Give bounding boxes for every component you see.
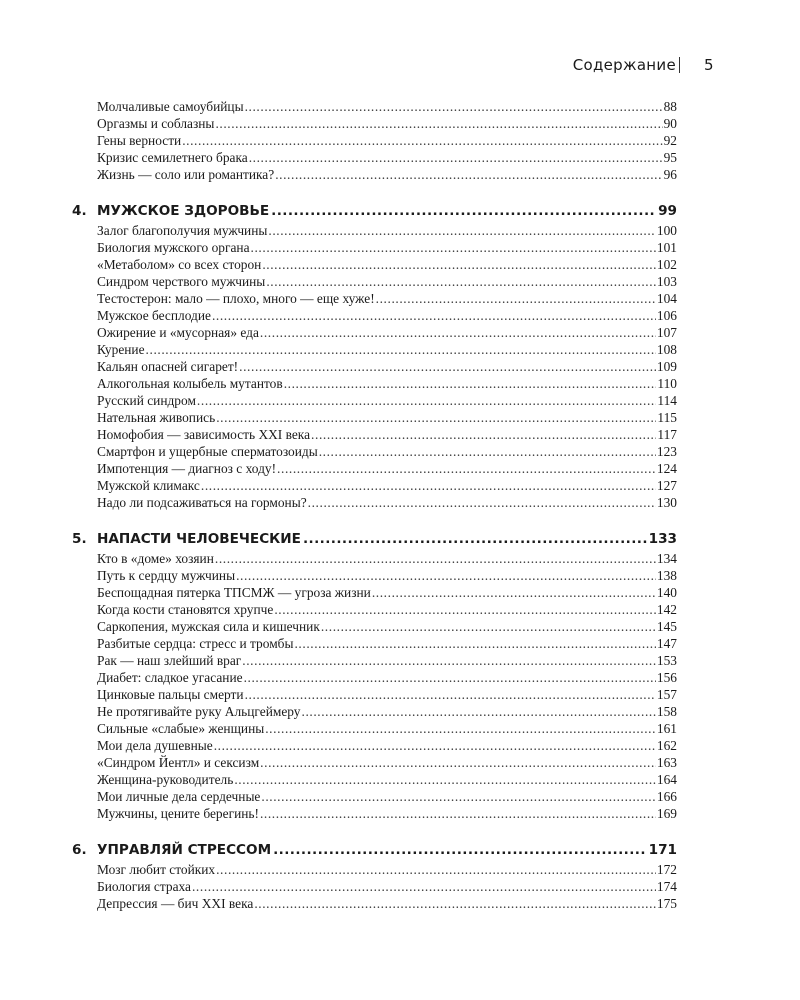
toc-entry-title: Беспощадная пятерка ТПСМЖ — угроза жизни	[97, 585, 371, 600]
section-number: 5.	[72, 531, 87, 547]
toc-entry-page: 90	[663, 116, 677, 131]
toc-entry-title: Тестостерон: мало — плохо, много — еще хуже!	[97, 291, 375, 306]
toc-entry-title: Курение	[97, 342, 145, 357]
toc-entry-page: 127	[656, 478, 677, 493]
toc-entry-page: 104	[656, 291, 677, 306]
toc-entry-title: Оргазмы и соблазны	[97, 116, 215, 131]
toc-entry-page: 117	[657, 427, 677, 442]
toc-entry	[97, 567, 677, 584]
dot-leader	[260, 805, 656, 822]
toc-entry-page: 102	[656, 257, 677, 272]
toc-entry	[97, 477, 677, 494]
toc-entry-page: 96	[663, 167, 677, 182]
toc-entry-title: Синдром черствого мужчины	[97, 274, 266, 289]
dot-leader	[234, 771, 656, 788]
toc-entry	[97, 392, 677, 409]
toc-entry-page: 109	[656, 359, 677, 374]
toc-entry-title: Алкогольная колыбель мутантов	[97, 376, 283, 391]
toc-entry	[97, 895, 677, 912]
toc-entry	[97, 256, 677, 273]
toc-entry-title: «Синдром Йентл» и сексизм	[97, 755, 260, 770]
toc-entry-page: 101	[656, 240, 677, 255]
dot-leader	[268, 222, 656, 239]
dot-leader	[275, 166, 662, 183]
toc-entry	[97, 324, 677, 341]
toc-entry	[97, 460, 677, 477]
toc-entry-page: 134	[656, 551, 677, 566]
dot-leader	[294, 635, 655, 652]
toc-entry-title: Гены верности	[97, 133, 182, 148]
toc-entry-title: Жизнь — соло или романтика?	[97, 167, 275, 182]
toc-entry-page: 156	[656, 670, 677, 685]
dot-leader	[249, 149, 663, 166]
toc-entry-page: 100	[656, 223, 677, 238]
toc-entry	[97, 98, 677, 115]
dot-leader	[303, 528, 647, 550]
toc-entry-page: 153	[656, 653, 677, 668]
toc-entry-title: Цинковые пальцы смерти	[97, 687, 244, 702]
toc-entry-title: Кто в «доме» хозяин	[97, 551, 214, 566]
toc-entry-page: 174	[656, 879, 677, 894]
section-page: 171	[648, 842, 677, 858]
dot-leader	[311, 426, 656, 443]
toc-entry	[97, 652, 677, 669]
toc-entry-title: Диабет: сладкое угасание	[97, 670, 243, 685]
toc-entry-title: Мои личные дела сердечные	[97, 789, 261, 804]
toc-entry-title: Когда кости становятся хрупче	[97, 602, 274, 617]
toc-entry	[97, 239, 677, 256]
toc-entry-title: Молчаливые самоубийцы	[97, 99, 244, 114]
dot-leader	[254, 895, 656, 912]
dot-leader	[262, 256, 656, 273]
dot-leader	[201, 477, 656, 494]
toc-entry-title: Саркопения, мужская сила и кишечник	[97, 619, 320, 634]
toc-entry-title: Мозг любит стойких	[97, 862, 216, 877]
dot-leader	[215, 115, 662, 132]
toc-entry	[97, 635, 677, 652]
toc-section-heading	[72, 528, 677, 550]
dot-leader	[277, 460, 656, 477]
toc-entry-page: 123	[656, 444, 677, 459]
toc-entry	[97, 494, 677, 511]
dot-leader	[260, 754, 656, 771]
toc-entry-title: Женщина-руководитель	[97, 772, 234, 787]
toc-entry-page: 114	[657, 393, 677, 408]
toc-entry-title: Сильные «слабые» женщины	[97, 721, 265, 736]
toc-entry-page: 95	[663, 150, 677, 165]
dot-leader	[372, 584, 656, 601]
toc-entry-page: 115	[657, 410, 677, 425]
toc-entry-page: 106	[656, 308, 677, 323]
toc-entry	[97, 115, 677, 132]
toc-entry	[97, 273, 677, 290]
dot-leader	[274, 601, 656, 618]
dot-leader	[308, 494, 656, 511]
dot-leader	[273, 839, 647, 861]
page-number: 5	[704, 56, 714, 74]
dot-leader	[302, 703, 656, 720]
toc-entry-title: Кризис семилетнего брака	[97, 150, 248, 165]
toc-entry-page: 147	[656, 636, 677, 651]
toc-entry-title: Мужской климакс	[97, 478, 200, 493]
section-page: 99	[658, 203, 677, 219]
toc-entry-page: 142	[656, 602, 677, 617]
toc-entry-page: 145	[656, 619, 677, 634]
dot-leader	[236, 567, 656, 584]
dot-leader	[321, 618, 656, 635]
toc-entry	[97, 550, 677, 567]
toc-entry-page: 107	[656, 325, 677, 340]
dot-leader	[319, 443, 656, 460]
toc-entry-title: Смартфон и ущербные сперматозоиды	[97, 444, 318, 459]
toc-entry-title: Мужское бесплодие	[97, 308, 211, 323]
dot-leader	[266, 273, 656, 290]
toc-entry	[97, 409, 677, 426]
toc-entry	[97, 601, 677, 618]
toc-entry	[97, 290, 677, 307]
dot-leader	[261, 788, 656, 805]
toc-entry-title: Депрессия — бич XXI века	[97, 896, 254, 911]
toc-entry-title: Путь к сердцу мужчины	[97, 568, 236, 583]
toc-entry-page: 162	[656, 738, 677, 753]
toc-entry-page: 163	[656, 755, 677, 770]
toc-entry-title: Биология страха	[97, 879, 191, 894]
toc-entry	[97, 307, 677, 324]
toc-entry	[97, 149, 677, 166]
toc-section-heading	[72, 839, 677, 861]
toc-entry-title: Кальян опасней сигарет!	[97, 359, 239, 374]
toc-entry-page: 88	[663, 99, 677, 114]
toc-entry-page: 157	[656, 687, 677, 702]
toc-entry-title: «Метаболом» со всех сторон	[97, 257, 262, 272]
toc-entry-title: Русский синдром	[97, 393, 196, 408]
dot-leader	[271, 200, 656, 222]
toc-entry	[97, 861, 677, 878]
toc-entry	[97, 618, 677, 635]
toc-entry	[97, 720, 677, 737]
page-header	[0, 56, 800, 78]
toc-entry-title: Залог благополучия мужчины	[97, 223, 268, 238]
section-number: 6.	[72, 842, 87, 858]
toc-entry-page: 140	[656, 585, 677, 600]
toc-entry-title: Номофобия — зависимость XXI века	[97, 427, 311, 442]
toc-entry	[97, 737, 677, 754]
section-number: 4.	[72, 203, 87, 219]
dot-leader	[146, 341, 656, 358]
section-title: УПРАВЛЯЙ СТРЕССОМ	[97, 842, 272, 858]
toc-entry-page: 130	[656, 495, 677, 510]
toc-entry-title: Разбитые сердца: стресс и тромбы	[97, 636, 294, 651]
toc-entry-title: Надо ли подсаживаться на гормоны?	[97, 495, 307, 510]
dot-leader	[182, 132, 662, 149]
toc-entry	[97, 132, 677, 149]
section-title: МУЖСКОЕ ЗДОРОВЬЕ	[97, 203, 270, 219]
toc-entry	[97, 341, 677, 358]
toc-entry	[97, 375, 677, 392]
dot-leader	[215, 550, 656, 567]
toc-entry	[97, 754, 677, 771]
toc-entry-title: Биология мужского органа	[97, 240, 250, 255]
toc-entry	[97, 222, 677, 239]
dot-leader	[376, 290, 656, 307]
toc-entry-title: Рак — наш злейший враг	[97, 653, 242, 668]
dot-leader	[242, 652, 656, 669]
dot-leader	[251, 239, 656, 256]
toc-entry-page: 158	[656, 704, 677, 719]
dot-leader	[245, 98, 663, 115]
toc-entry-title: Не протягивайте руку Альцгеймеру	[97, 704, 301, 719]
toc-entry	[97, 788, 677, 805]
toc-entry-page: 175	[656, 896, 677, 911]
toc-entry-page: 169	[656, 806, 677, 821]
dot-leader	[265, 720, 656, 737]
toc-section-heading	[72, 200, 677, 222]
dot-leader	[192, 878, 656, 895]
toc-entry	[97, 443, 677, 460]
toc-entry	[97, 358, 677, 375]
dot-leader	[284, 375, 657, 392]
toc-entry-title: Импотенция — диагноз с ходу!	[97, 461, 277, 476]
dot-leader	[239, 358, 656, 375]
toc-entry-page: 124	[656, 461, 677, 476]
toc-entry	[97, 703, 677, 720]
toc-entry-title: Ожирение и «мусорная» еда	[97, 325, 259, 340]
dot-leader	[214, 737, 656, 754]
dot-leader	[260, 324, 656, 341]
table-of-contents	[72, 98, 677, 912]
toc-entry	[97, 878, 677, 895]
toc-entry	[97, 771, 677, 788]
section-title: НАПАСТИ ЧЕЛОВЕЧЕСКИЕ	[97, 531, 301, 547]
toc-entry-page: 166	[656, 789, 677, 804]
toc-entry	[97, 584, 677, 601]
section-page: 133	[648, 531, 677, 547]
toc-entry-title: Мужчины, цените берегинь!	[97, 806, 259, 821]
toc-entry	[97, 669, 677, 686]
toc-entry-page: 110	[657, 376, 677, 391]
running-head-title: Содержание	[572, 56, 676, 74]
toc-entry	[97, 686, 677, 703]
toc-entry-page: 108	[656, 342, 677, 357]
dot-leader	[244, 669, 656, 686]
toc-entry-page: 164	[656, 772, 677, 787]
toc-entry-page: 138	[656, 568, 677, 583]
header-divider	[679, 57, 680, 73]
dot-leader	[245, 686, 656, 703]
toc-entry	[97, 805, 677, 822]
toc-entry	[97, 426, 677, 443]
dot-leader	[216, 861, 656, 878]
toc-entry-title: Мои дела душевные	[97, 738, 213, 753]
dot-leader	[197, 392, 656, 409]
dot-leader	[216, 409, 656, 426]
toc-entry-page: 103	[656, 274, 677, 289]
toc-entry-page: 161	[656, 721, 677, 736]
toc-entry-title: Нательная живопись	[97, 410, 216, 425]
dot-leader	[212, 307, 656, 324]
toc-entry	[97, 166, 677, 183]
toc-entry-page: 172	[656, 862, 677, 877]
toc-entry-page: 92	[663, 133, 677, 148]
